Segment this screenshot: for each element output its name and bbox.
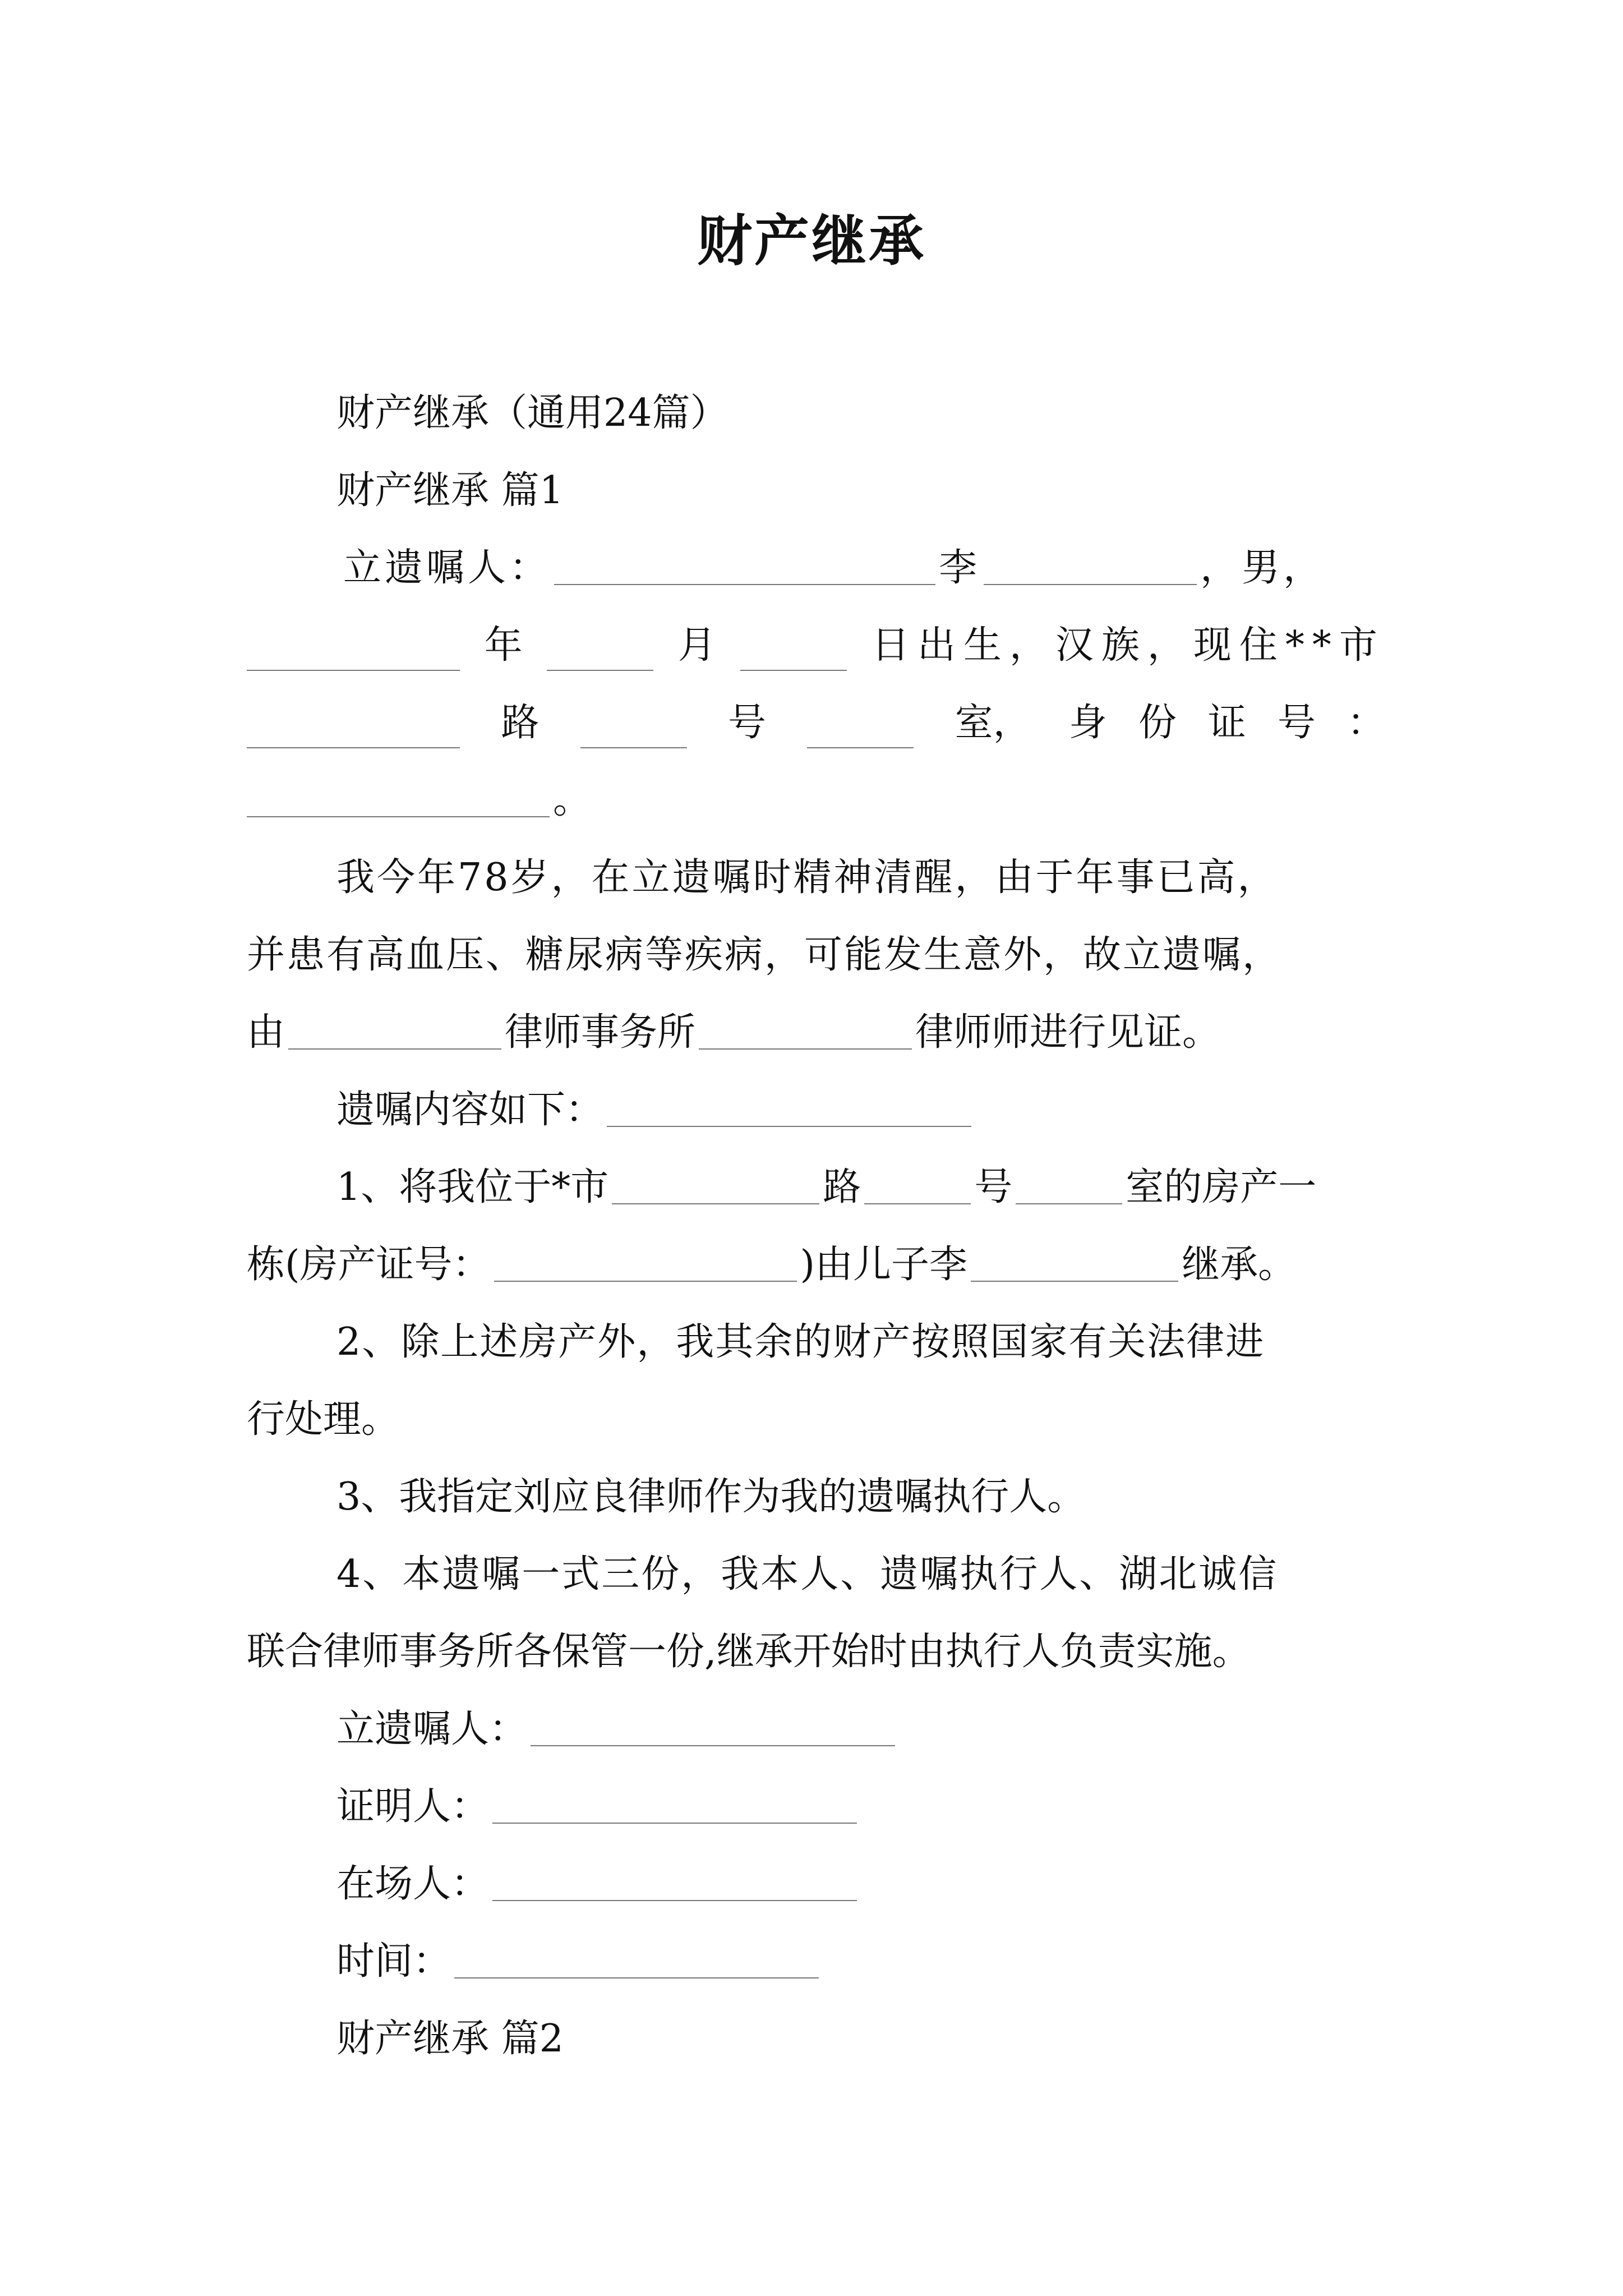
signature-testator (336, 1704, 898, 1755)
birth-address-text: 日出生，汉族，现住**市 (871, 623, 1385, 668)
testator-gender: ，男， (1200, 546, 1325, 590)
blank-field (984, 549, 1197, 585)
testator-line (343, 543, 1325, 593)
signature-testator-label: 立遗嘱人： (336, 1707, 528, 1751)
room-label: 室， (955, 701, 1031, 745)
blank-field (607, 1091, 971, 1127)
document-title: 财产继承 (697, 209, 926, 273)
item1-text-g: 继承。 (1182, 1243, 1297, 1287)
road-label: 路 (501, 701, 540, 745)
section-heading-1: 财产继承 篇1 (336, 468, 564, 513)
item3-line: 3、我指定刘应良律师作为我的遗嘱执行人。 (336, 1475, 1086, 1519)
blank-field (547, 635, 653, 671)
address-line (247, 698, 1417, 748)
item2-line2: 行处理。 (247, 1397, 400, 1442)
blank-field (492, 1865, 857, 1901)
blank-field (699, 1014, 912, 1050)
signature-witness (336, 1782, 860, 1832)
blank-field (1016, 1168, 1122, 1204)
item4-line2: 联合律师事务所各保管一份,继承开始时由执行人负责实施。 (247, 1630, 1251, 1674)
item1-text-c: 号 (974, 1165, 1013, 1209)
para1-text-a: 由 (247, 1010, 285, 1055)
month-label: 月 (677, 623, 716, 668)
item1-text-a: 1、将我位于*市 (336, 1165, 609, 1209)
section-heading-2: 财产继承 篇2 (336, 2017, 564, 2061)
blank-field (864, 1168, 971, 1204)
signature-time-label: 时间： (336, 1939, 451, 1984)
content-label: 遗嘱内容如下： (336, 1088, 604, 1132)
blank-field (247, 781, 550, 817)
id-number-line (247, 775, 591, 826)
intro-line: 财产继承（通用24篇） (336, 391, 728, 435)
blank-field (554, 549, 935, 585)
item1-text-f: )由儿子李 (800, 1243, 968, 1287)
year-label: 年 (484, 623, 523, 668)
signature-time (336, 1936, 822, 1987)
number-label: 号 (727, 701, 766, 745)
blank-field (494, 1246, 797, 1282)
blank-field (612, 1168, 819, 1204)
period: 。 (553, 778, 592, 822)
blank-field (580, 712, 687, 748)
blank-field (247, 712, 460, 748)
blank-field (247, 635, 460, 671)
item1-text-e: 栋(房产证号： (247, 1243, 491, 1287)
para1-text-b: 律师事务所 (505, 1010, 696, 1055)
item4-line1: 4、本遗嘱一式三份，我本人、遗嘱执行人、湖北诚信 (336, 1552, 1279, 1596)
para1-line2: 并患有高血压、糖尿病等疾病，可能发生意外，故立遗嘱， (247, 933, 1283, 977)
item2-line1: 2、除上述房产外，我其余的财产按照国家有关法律进 (336, 1320, 1265, 1364)
signature-present-label: 在场人： (336, 1862, 490, 1906)
item1-text-b: 路 (823, 1165, 861, 1209)
blank-field (740, 635, 847, 671)
para1-text-c: 律师师进行见证。 (915, 1010, 1221, 1055)
testator-label: 立遗嘱人： (343, 546, 551, 590)
content-label-line (336, 1085, 975, 1135)
testator-surname: 李 (939, 546, 981, 590)
signature-witness-label: 证明人： (336, 1784, 490, 1829)
item1-line1 (336, 1162, 1316, 1213)
blank-field (807, 712, 914, 748)
id-label: 身份证号： (1068, 701, 1417, 745)
blank-field (971, 1246, 1178, 1282)
item1-text-d: 室的房产一 (1126, 1165, 1317, 1209)
blank-field (288, 1014, 501, 1050)
blank-field (454, 1943, 819, 1978)
blank-field (492, 1788, 857, 1824)
blank-field (531, 1710, 895, 1746)
item1-line2 (247, 1240, 1296, 1290)
para1-line1: 我今年78岁，在立遗嘱时精神清醒，由于年事已高， (336, 855, 1278, 900)
birth-line (247, 620, 1385, 671)
signature-present (336, 1859, 860, 1910)
para1-line3 (247, 1007, 1220, 1058)
